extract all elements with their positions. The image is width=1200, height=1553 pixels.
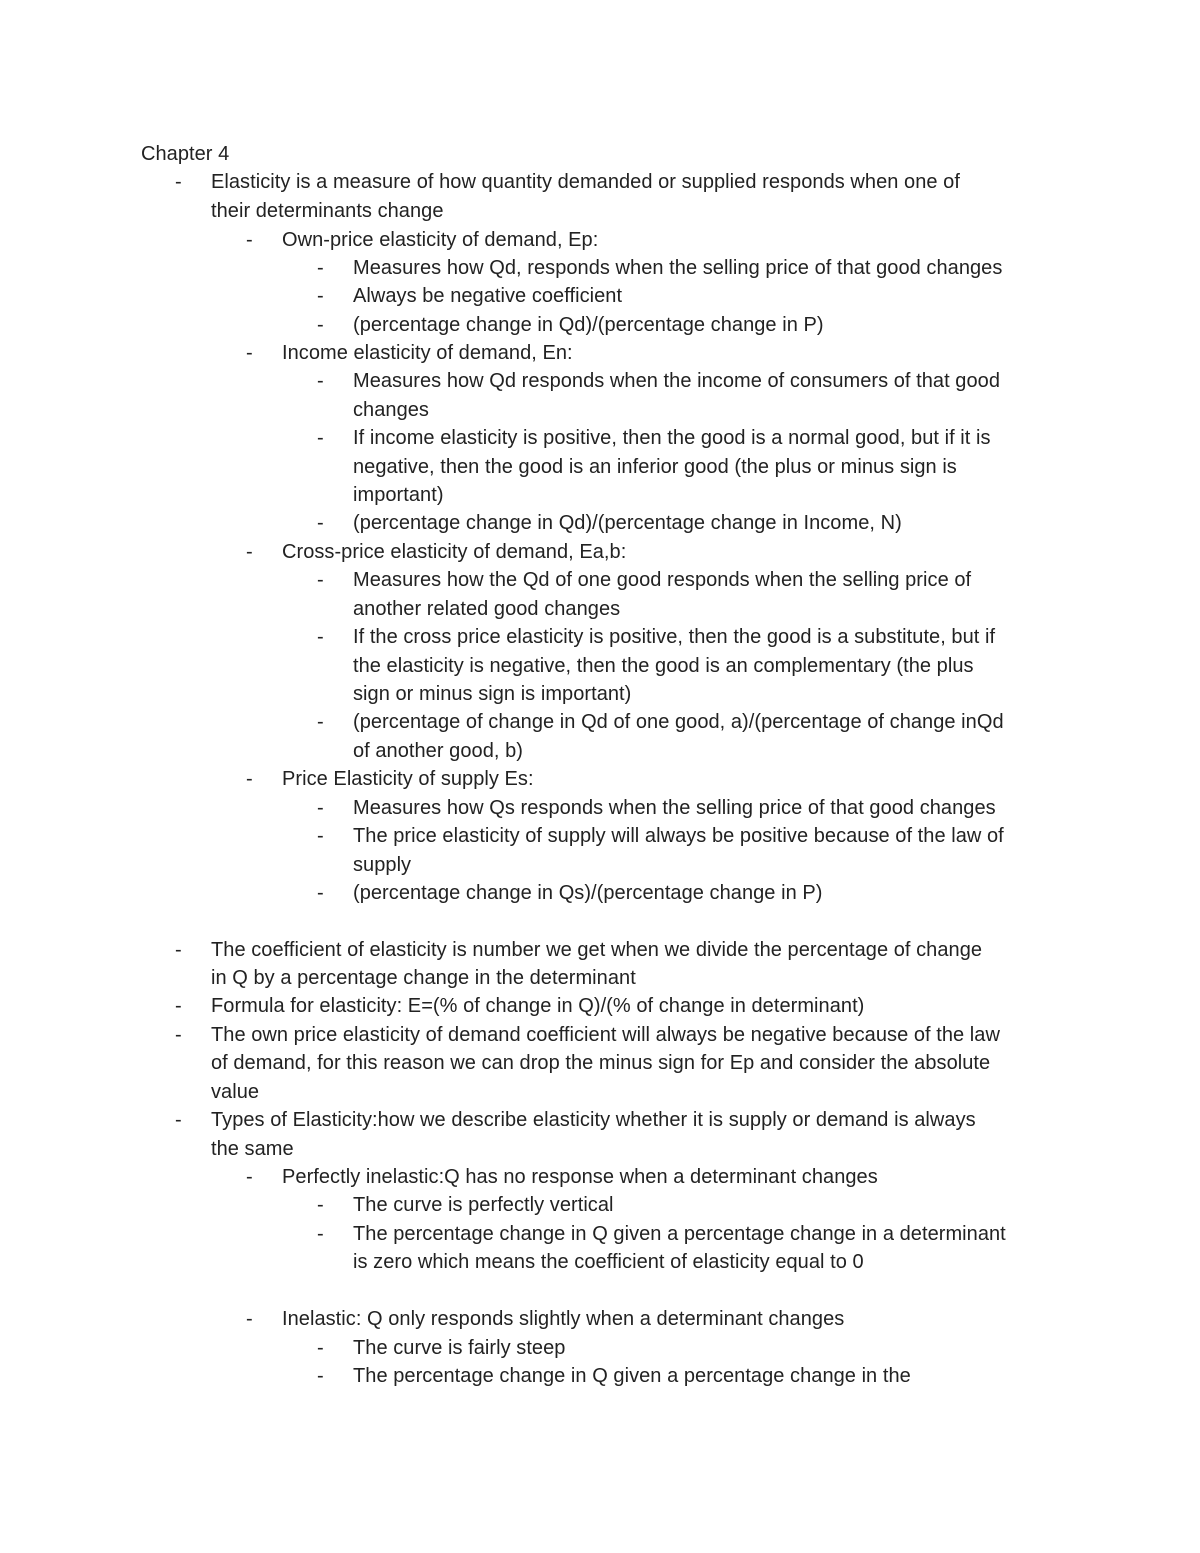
bullet-dash: - [317, 285, 324, 307]
bullet-dash: - [317, 512, 324, 534]
text-line-level-1: The coefficient of elasticity is number we get when we divide the percentage of change [211, 939, 983, 961]
bullet-dash: - [317, 1365, 324, 1387]
text-line-level-1: the same [211, 1138, 294, 1160]
text-line-level-3: Measures how Qs responds when the selling price of that good changes [353, 797, 996, 819]
bullet-dash: - [317, 825, 324, 847]
bullet-dash: - [317, 370, 324, 392]
bullet-dash: - [317, 1223, 324, 1245]
text-line-level-3: The percentage change in Q given a percentage change in a determinant [353, 1223, 1006, 1245]
bullet-dash: - [246, 342, 253, 364]
bullet-dash: - [317, 711, 324, 733]
text-line-level-3: of another good, b) [353, 740, 523, 762]
bullet-dash: - [317, 257, 324, 279]
bullet-dash: - [246, 1308, 253, 1330]
text-line-level-1: of demand, for this reason we can drop the minus sign for Ep and consider the absolute [211, 1052, 991, 1074]
text-line-level-3: The percentage change in Q given a percentage change in the [353, 1365, 911, 1387]
text-line-level-3: is zero which means the coefficient of elasticity equal to 0 [353, 1251, 864, 1273]
text-line-level-3: Measures how the Qd of one good responds when the selling price of [353, 569, 972, 591]
chapter-title: Chapter 4 [141, 143, 230, 165]
text-line-level-2: Price Elasticity of supply Es: [282, 768, 534, 790]
text-line-level-3: (percentage change in Qd)/(percentage change in P) [353, 314, 824, 336]
bullet-dash: - [175, 171, 182, 193]
bullet-dash: - [175, 1109, 182, 1131]
bullet-dash: - [317, 797, 324, 819]
text-line-level-3: supply [353, 854, 412, 876]
text-line-level-2: Own-price elasticity of demand, Ep: [282, 229, 599, 251]
bullet-dash: - [317, 427, 324, 449]
text-line-level-1: value [211, 1081, 260, 1103]
text-line-level-3: Always be negative coefficient [353, 285, 623, 307]
text-line-level-1: their determinants change [211, 200, 444, 222]
text-line-level-1: Types of Elasticity:how we describe elasticity whether it is supply or demand is always [211, 1109, 976, 1131]
text-line-level-1: Elasticity is a measure of how quantity demanded or supplied responds when one of [211, 171, 960, 193]
text-line-level-3: negative, then the good is an inferior good (the plus or minus sign is [353, 456, 957, 478]
text-line-level-3: The curve is perfectly vertical [353, 1194, 614, 1216]
bullet-dash: - [175, 995, 182, 1017]
text-line-level-3: another related good changes [353, 598, 621, 620]
text-line-level-3: The price elasticity of supply will always be positive because of the law of [353, 825, 1004, 847]
text-line-level-3: (percentage change in Qd)/(percentage change in Income, N) [353, 512, 902, 534]
text-line-level-3: (percentage of change in Qd of one good, a)/(percentage of change inQd [353, 711, 1004, 733]
bullet-dash: - [175, 939, 182, 961]
text-line-level-3: If income elasticity is positive, then the good is a normal good, but if it is [353, 427, 991, 449]
text-line-level-2: Cross-price elasticity of demand, Ea,b: [282, 541, 627, 563]
text-line-level-3: Measures how Qd, responds when the selling price of that good changes [353, 257, 1003, 279]
text-line-level-3: sign or minus sign is important) [353, 683, 632, 705]
bullet-dash: - [246, 229, 253, 251]
bullet-dash: - [175, 1024, 182, 1046]
bullet-dash: - [317, 1337, 324, 1359]
text-line-level-3: The curve is fairly steep [353, 1337, 566, 1359]
text-line-level-3: changes [353, 399, 429, 421]
bullet-dash: - [246, 541, 253, 563]
bullet-dash: - [246, 768, 253, 790]
text-line-level-3: If the cross price elasticity is positive, then the good is a substitute, but if [353, 626, 996, 648]
bullet-dash: - [317, 626, 324, 648]
text-line-level-2: Perfectly inelastic:Q has no response when a determinant changes [282, 1166, 878, 1188]
text-line-level-1: in Q by a percentage change in the determinant [211, 967, 636, 989]
bullet-dash: - [317, 1194, 324, 1216]
bullet-dash: - [317, 882, 324, 904]
text-line-level-2: Inelastic: Q only responds slightly when a determinant changes [282, 1308, 845, 1330]
text-line-level-3: Measures how Qd responds when the income of consumers of that good [353, 370, 1000, 392]
text-line-level-3: (percentage change in Qs)/(percentage change in P) [353, 882, 823, 904]
text-line-level-2: Income elasticity of demand, En: [282, 342, 573, 364]
bullet-dash: - [317, 314, 324, 336]
bullet-dash: - [317, 569, 324, 591]
text-line-level-3: the elasticity is negative, then the good is an complementary (the plus [353, 655, 974, 677]
text-line-level-3: important) [353, 484, 444, 506]
text-line-level-1: The own price elasticity of demand coefficient will always be negative because of the law [211, 1024, 1000, 1046]
bullet-dash: - [246, 1166, 253, 1188]
text-line-level-1: Formula for elasticity: E=(% of change in Q)/(% of change in determinant) [211, 995, 865, 1017]
